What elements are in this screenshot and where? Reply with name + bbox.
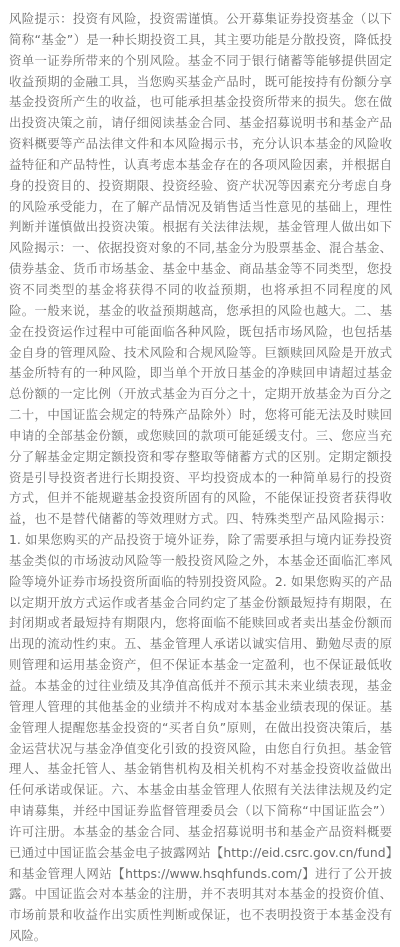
risk-disclosure-text: 风险提示：投资有风险，投资需谨慎。公开募集证券投资基金（以下简称“基金”）是一种长期投资工具，其主要功能是分散投资，降低投资单一证券所带来的个别风险。基金不同于银行储蓄等能够提供固定收益预期的金融工具，当您购买基金产品时，既可能按持有份额分享基金投资所产生的收益，也可能承担基金投资所带来的损失。您在做出投资决策之前，请仔细阅读基金合同、基金招募说明书和基金产品资料概要等产品法律文件和本风险揭示书，充分认识本基金的风险收益特征和产品特性，认真考虑本基金存在的各项风险因素，并根据自身的投资目的、投资期限、投资经验、资产状况等因素充分考虑自身的风险承受能力，在了解产品情况及销售适当性意见的基础上，理性判断并谨慎做出投资决策。根据有关法律法规，基金管理人做出如下风险揭示：一、依据投资对象的不同,基金分为股票基金、混合基金、债券基金、货币市场基金、基金中基金、商品基金等不同类型，您投资不同类型的基金将获得不同的收益预期，也将承担不同程度的风险。一般来说，基金的收益预期越高，您承担的风险也越大。二、基金在投资运作过程中可能面临各种风险，既包括市场风险，也包括基金自身的管理风险、技术风险和合规风险等。巨额赎回风险是开放式基金所特有的一种风险，即当单个开放日基金的净赎回申请超过基金总份额的一定比例（开放式基金为百分之十，定期开放基金为百分之二十，中国证监会规定的特殊产品除外）时，您将可能无法及时赎回申请的全部基金份额，或您赎回的款项可能延缓支付。三、您应当充分了解基金定期定额投资和零存整取等储蓄方式的区别。定期定额投资是引导投资者进行长期投资、平均投资成本的一种简单易行的投资方式，但并不能规避基金投资所固有的风险，不能保证投资者获得收益，也不是替代储蓄的等效理财方式。四、特殊类型产品风险揭示：1. 如果您购买的产品投资于境外证券，除了需要承担与境内证券投资基金类似的市场波动风险等一般投资风险之外，本基金还面临汇率风险等境外证券市场投资所面临的特别投资风险。2. 如果您购买的产品以定期开放方式运作或者基金合同约定了基金份额最短持有期限，在封闭期或者最短持有期限内，您将面临不能赎回或者卖出基金份额而出现的流动性约束。五、基金管理人承诺以诚实信用、勤勉尽责的原则管理和运用基金资产，但不保证本基金一定盈利，也不保证最低收益。本基金的过往业绩及其净值高低并不预示其未来业绩表现，基金管理人管理的其他基金的业绩并不构成对本基金业绩表现的保证。基金管理人提醒您基金投资的“买者自负”原则，在做出投资决策后，基金运营状况与基金净值变化引致的投资风险，由您自行负担。基金管理人、基金托管人、基金销售机构及相关机构不对基金投资收益做出任何承诺或保证。六、本基金由基金管理人依照有关法律法规及约定申请募集，并经中国证券监督管理委员会（以下简称“中国证监会”）许可注册。本基金的基金合同、基金招募说明书和基金产品资料概要已通过中国证监会基金电子披露网站【http://eid.csrc.gov.cn/fund】和基金管理人网站【https://www.hsqhfunds.com/】进行了公开披露。中国证监会对本基金的注册，并不表明其对本基金的投资价值、市场前景和收益作出实质性判断或保证，也不表明投资于本基金没有风险。 [9, 11, 392, 944]
